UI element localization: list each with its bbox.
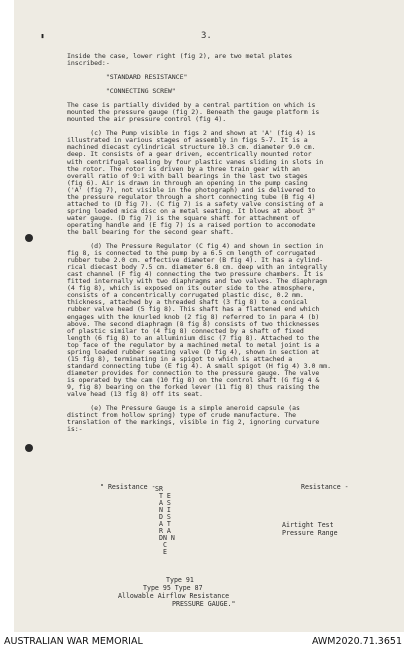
text-line: ('A' (fig 7), not visible in the photograph) and is delivered to (67, 185, 316, 194)
gauge-marking-row: DN N (155, 534, 175, 542)
gauge-marking-row: C (155, 541, 167, 549)
gauge-marking-row: A S (155, 499, 171, 507)
text-line: spring loaded rubber seating valve (D fig 4), shown in section at (67, 347, 320, 356)
punch-hole-bottom (25, 444, 33, 452)
text-line: consists of a concentrically corrugated plastic disc, 0.2 mm. (67, 291, 304, 300)
text-line: is operated by the cam (10 fig 8) on the control shaft (G fig 4 & (67, 375, 320, 384)
text-line: distinct from hollow spring) type of crude manufacture. The (67, 411, 297, 420)
text-line: above. The second diaphragm (8 fig 8) consists of two thicknesses (67, 319, 320, 328)
text-line: (c) The Pump visible in figs 2 and shown at 'A' (fig 4) is (67, 129, 316, 138)
document-body (67, 53, 383, 433)
text-line: cast channel (F fig 4) connecting the two pressure chambers. It is (67, 270, 324, 279)
text-line: thickness, attached by a threaded shaft (3 fig 8) to a conical (67, 298, 308, 307)
text-line: valve head (13 fig 8) off its seat. (67, 390, 203, 399)
text-line: overall ratio of 9:1 with ball bearings in the last two stages (67, 171, 308, 180)
text-line: deep. It consists of a gear driven, eccentrically mounted rotor (67, 150, 312, 159)
text-line: spring loaded mica disc on a metal seating. It blows at about 3" (67, 206, 316, 215)
text-line: is:- (67, 425, 83, 434)
text-line: 9, fig 8) bearing on the forked lever (11 fig 8) thus raising the (67, 382, 320, 391)
gauge-marking-row: T E (155, 492, 171, 500)
text-line: top face of the regulator by a machined metal to metal joint is a (67, 340, 320, 349)
text-line: machined diecast cylindrical structure 10.3 cm. diameter 9.0 cm. (67, 143, 316, 152)
gauge-marking-row: SR (155, 485, 163, 493)
text-line: the pressure regulator through a short connecting tube (B fig 4) (67, 192, 316, 201)
text-line: operating handle and (E fig 7) is a raised portion to accomodate (67, 220, 316, 229)
text-line: attached to (D fig 7). (C fig 7) is a safety valve consisting of a (67, 199, 324, 208)
text-line: rubber valve head (5 fig 8). This shaft has a flattened end which (67, 305, 320, 314)
text-line: of plastic similar to (4 fig 8) connected by a shaft of fixed (67, 326, 304, 335)
gauge-vertical-markings (155, 486, 183, 556)
punch-hole-top (25, 234, 33, 242)
text-line: fig 8, is connected to the pump by a 6.5 cm length of corrugated (67, 249, 316, 258)
gauge-marking-row: E (155, 548, 167, 556)
text-line: (4 fig 8), which is exposed on its outer side to the atmosphere, (67, 284, 316, 293)
gauge-right-heading: Resistance - (301, 483, 349, 491)
text-line: length (6 fig 8) to an alluminium disc (7 fig 8). Attached to the (67, 333, 320, 342)
text-line: rical diecast body 7.5 cm. diameter 6.8 cm. deep with an integrally (67, 263, 328, 272)
gauge-types: Type 95 Type 87 (143, 584, 203, 592)
margin-mark: ' (38, 31, 48, 49)
text-line: (15 fig 8), terminating in a spigot to which is attached a (67, 354, 293, 363)
text-line: (e) The Pressure Gauge is a simple aneroid capsule (as (67, 404, 300, 413)
gauge-marking-row: N I (155, 506, 171, 514)
text-line: translation of the markings, visible in fig 2, ignoring curvature (67, 418, 320, 427)
text-line: Inside the case, lower right (fig 2), are two metal plates (67, 52, 293, 60)
text-line: "STANDARD RESISTANCE" (67, 73, 188, 82)
text-line: fitted internally with two diaphragms and two valves. The diaphragm (67, 277, 328, 286)
text-line: water gauge. (D fig 7) is the square shaft for attachment of (67, 213, 300, 222)
gauge-type91: Type 91 (166, 576, 194, 584)
footer-bar (0, 632, 408, 653)
text-line: The case is partially divided by a central partition on which is (67, 101, 316, 110)
text-line: mounted the air pressure control (fig 4). (67, 115, 227, 124)
gauge-marking-row: R A (155, 527, 171, 535)
page-number: 3. (201, 31, 212, 41)
text-line: mounted the pressure gauge (fig 2). Beneath the gauge platform is (67, 108, 320, 117)
text-line: (d) The Pressure Regulator (C fig 4) and shown in section in (67, 242, 324, 251)
text-line: inscribed:- (67, 59, 110, 68)
footer-accession: AWM2020.71.3651 (311, 636, 402, 647)
gauge-title: PRESSURE GAUGE." (172, 600, 236, 608)
text-line: standard connecting tube (E fig 4). A small spigot (H fig 4) 3.0 mm. (67, 361, 331, 370)
text-line: rubber tube 2.0 cm. effective diameter (B fig 4). It has a cylind- (67, 256, 324, 265)
footer-source: AUSTRALIAN WAR MEMORIAL (4, 636, 143, 647)
gauge-airtight-test: Airtight Test (282, 521, 334, 529)
gauge-marking-row: D S (155, 513, 171, 521)
text-line: the rotor. The rotor is driven by a three train gear with an (67, 164, 300, 173)
gauge-allowable: Allowable Airflow Resistance (118, 592, 230, 600)
text-line: the ball bearing for the second gear shaft. (67, 227, 234, 236)
text-line: engages with the knurled knob (2 fig 8) referred to in para 4 (b) (67, 312, 320, 321)
text-line: diameter provides for connection to the pressure gauge. The valve (67, 368, 320, 377)
text-line: with centrifugal sealing by four plastic vanes sliding in slots in (67, 157, 324, 166)
text-line: (fig 6). Air is drawn in through an opening in the pump casing (67, 178, 308, 187)
gauge-pressure-range: Pressure Range (282, 529, 338, 537)
gauge-left-heading: " Resistance - (100, 483, 156, 491)
gauge-marking-row: A T (155, 520, 171, 528)
text-line: illustrated in various stages of assembly in figs 5-7. It is a (67, 136, 308, 145)
text-line: "CONNECTING SCREW" (67, 87, 176, 96)
